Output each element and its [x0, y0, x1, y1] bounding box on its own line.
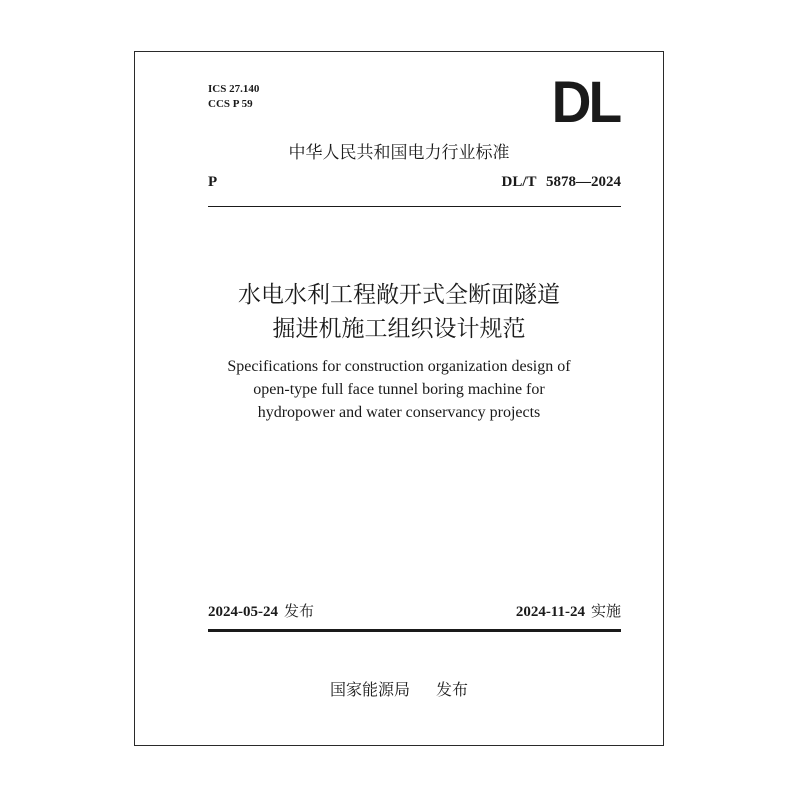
chinese-title-line-2: 掘进机施工组织设计规范: [272, 316, 526, 342]
issue-date-block: [208, 600, 314, 621]
standard-type-title: 中华人民共和国电力行业标准: [288, 143, 510, 163]
ics-code: ICS 27.140: [208, 83, 260, 95]
dl-logo: DL: [551, 70, 619, 135]
classification-codes: [208, 82, 259, 112]
category-letter: P: [208, 174, 218, 190]
publisher-block: [135, 677, 663, 700]
publisher-name: 国家能源局: [329, 680, 410, 699]
standard-number: DL/T 5878—2024: [501, 174, 621, 190]
publisher-action: 发布: [436, 680, 469, 699]
bottom-divider: [208, 629, 621, 632]
implementation-date: 2024-11-24: [515, 604, 585, 620]
chinese-title-line-1: 水电水利工程敞开式全断面隧道: [238, 282, 560, 308]
chinese-title: [135, 278, 663, 346]
ccs-code: CCS P 59: [208, 98, 253, 110]
english-title-line-2: open-type full face tunnel boring machine for: [253, 381, 545, 398]
implementation-date-block: [516, 600, 621, 621]
implementation-label: 实施: [590, 602, 621, 620]
top-divider: [208, 206, 621, 207]
issue-label: 发布: [284, 602, 315, 620]
standard-cover-page: [134, 51, 664, 746]
english-title: [135, 355, 663, 424]
english-title-line-1: Specifications for construction organization design of: [227, 358, 571, 375]
english-title-line-3: hydropower and water conservancy projects: [257, 404, 541, 421]
issue-date: 2024-05-24: [208, 604, 278, 620]
